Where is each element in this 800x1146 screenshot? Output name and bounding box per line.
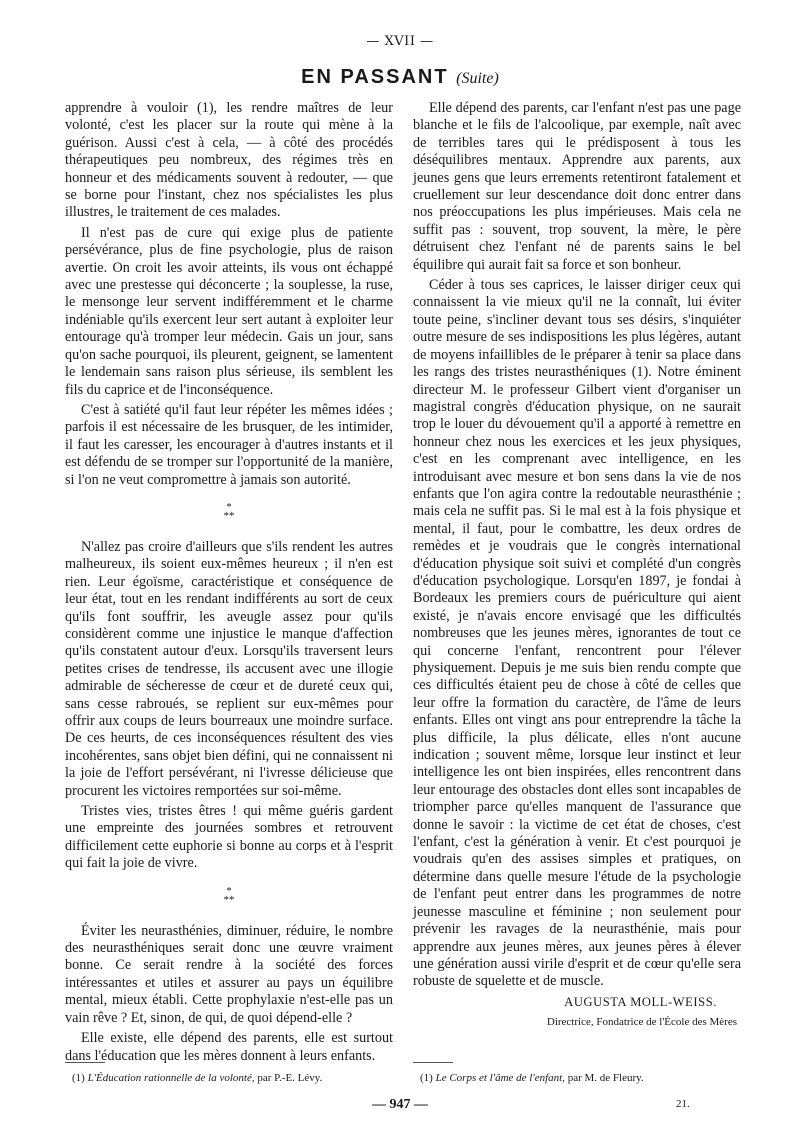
title-main: EN PASSANT — [301, 66, 449, 88]
left-paragraph-4: N'allez pas croire d'ailleurs que s'ils rendent les autres malheureux, ils soient eux-mêmes heureux ; il n'en est rien. Leur égoïsme, caractéristique et conséquence de leur état, tout en les rendant indifférents au sort de ceux qu'ils font souffrir, les aveugle assez pour qu'ils considèrent comme une injustice le manque d'affection qu'ils constatent autour d'eux. Lorsqu'ils traversent leurs petites crises de tendresse, ils accusent avec une illogie admirable de sécheresse de cœur et de dureté ceux qui, sans cesse rabroués, se replient sur eux-mêmes pour offrir aux coups de leurs bourreaux une moindre surface. De ces heurts, de ces inconséquences résultent des vies incohérentes, sans objet bien défini, qui ne connaissent ni la joie de l'effort persévérant, ni l'ivresse délicieuse que procurent les victoires remportées sur soi-même. — [65, 538, 393, 799]
footnote-left — [72, 1072, 322, 1084]
left-paragraph-7: Elle existe, elle dépend des parents, elle est surtout dans l'éducation que les mères donnent à leurs enfants. — [65, 1030, 393, 1064]
left-paragraph-5: Tristes vies, tristes êtres ! qui même guéris gardent une empreinte des journées sombres et retrouvent difficilement cette euphorie si bonne au corps et à l'esprit qui fait la joie de vivre. — [65, 803, 393, 872]
star-top: * — [226, 500, 232, 513]
footnote-right-author: par M. de Fleury. — [567, 1072, 644, 1084]
article-title — [0, 66, 800, 89]
title-suite: (Suite) — [456, 70, 499, 87]
footnote-rule-right — [413, 1062, 453, 1063]
left-paragraph-1: apprendre à vouloir (1), les rendre maîtres de leur volonté, c'est les placer sur la route qui mène à la guérison. Aussi c'est à cela, — à côté des procédés thérapeutiques peu nombreux, des régimes très en honneur et des médicaments souvent à redouter, — que se borne pour l'instant, chez nos spécialistes les plus illustres, le traitement de ces malades. — [65, 100, 393, 221]
footnote-rule-left — [65, 1062, 105, 1063]
star-top: * — [226, 884, 232, 897]
sheet-number: 21. — [676, 1098, 690, 1110]
running-header: — XVII — — [366, 34, 434, 49]
star-right: * — [229, 893, 235, 906]
section-separator-1 — [65, 500, 393, 522]
star-left: * — [223, 893, 229, 906]
star-right: * — [229, 509, 235, 522]
footnote-left-number: (1) — [72, 1072, 85, 1084]
star-left: * — [223, 509, 229, 522]
right-paragraph-2: Céder à tous ses caprices, le laisser diriger ceux qui connaissent la vie mieux qu'il ne la connaît, lui éviter toute peine, s'incliner devant tous ses désirs, s'inquiéter outre mesure de ses indispositions les plus légères, autant de moyens infaillibles de le préparer à tenir sa place dans les rangs des tristes neurasthéniques (1). Notre éminent directeur M. le professeur Gilbert vient d'organiser un magistral congrès d'éducation physique, on ne saurait trop le louer du dévouement qu'il a apporté à remettre en honneur chez nous les exercices et les jeux physiques, c'est en les comprenant avec intelligence, en les introduisant avec mesure et bon sens dans la vie de nos enfants que l'on agira contre la redoutable neurasthénie ; mais cela ne suffit pas. Si le mal est à la fois physique et mental, il faut, pour le combattre, les deux ordres de remèdes et je voudrais que le congrès international d'éducation physique soit suivi et complété d'un congrès d'éducation psychologique. Lorsqu'en 1897, je fondai à Bordeaux les premiers cours de puériculture qui aient existé, je n'avais encore envisagé que les difficultés nombreuses que les jeunes mères, ignorantes de tout ce qui concerne l'enfant, rencontrent pour l'élever physiquement. Depuis je me suis bien rendu compte que ces difficultés étaient peu de chose à côté de celles que leur offre la formation du caractère, de l'âme de leurs enfants. Elles ont vingt ans pour entreprendre la tâche la plus difficile, la plus délicate, elles n'ont aucune indication ; souvent même, lorsque leur instinct et leur intelligence les ont bien inspirées, elles rencontrent dans leur entourage des obstacles dont elles sont incapables de triompher parce qu'elles manquent de l'assurance que donne le savoir : la victime de cet état de choses, c'est l'enfant, c'est la génération à venir. Et c'est pourquoi je voudrais qu'en des assises simples et pratiques, on détermine dans quelle mesure l'étude de la psychologie de l'enfant peut entrer dans les programmes de notre jeunesse masculine et féminine ; non seulement pour prévenir les ravages de la neurasthénie, mais pour apprendre aux jeunes mères, aux jeunes pères à élever une génération aussi virile d'esprit et de cœur qu'elle sera robuste de squelette et de muscle. — [413, 277, 741, 990]
author-signature: AUGUSTA MOLL-WEISS. — [564, 994, 717, 1009]
footnote-right-number: (1) — [420, 1072, 433, 1084]
right-column — [413, 100, 741, 1032]
author-title: Directrice, Fondatrice de l'École des Mères — [546, 1016, 737, 1029]
left-paragraph-2: Il n'est pas de cure qui exige plus de patiente persévérance, plus de fine psychologie, plus de raison avertie. On croit les avoir atteints, ils vous ont échappé avec une prestesse qui déconcerte ; la souplesse, la ruse, le mensonge leur servent indifféremment et le charme indéniable qu'ils exercent leur sert autant à exploiter leur entourage qu'à tromper leur médecin. Gais un jour, sans qu'on sache pourquoi, ils pleurent, geignent, se lamentent le lendemain sans raison plus sérieuse, ils semblent les fils du caprice et de l'inconséquence. — [65, 224, 393, 398]
footnote-left-title: L'Éducation rationnelle de la volonté, — [87, 1072, 255, 1084]
left-column — [65, 100, 393, 1065]
footnote-left-author: par P.-E. Lévy. — [257, 1072, 323, 1084]
left-paragraph-3: C'est à satiété qu'il faut leur répéter les mêmes idées ; parfois il est nécessaire de les brusquer, de les intimider, il faut les caresser, les encourager à d'autres instants et il est défendu de se tromper sur l'opportunité de la manière, si l'on ne veut compromettre à jamais son autorité. — [65, 401, 393, 488]
page-number: — 947 — — [372, 1097, 428, 1112]
footnote-right-title: Le Corps et l'âme de l'enfant, — [435, 1072, 565, 1084]
footnote-right — [420, 1072, 644, 1084]
right-paragraph-1: Elle dépend des parents, car l'enfant n'est pas une page blanche et le fils de l'alcoolique, par exemple, naît avec de terribles tares qui le prédisposent à tous les déséquilibres mentaux. Apprendre aux parents, aux jeunes gens que leurs errements retentiront fatalement et cruellement sur leur descendance doit donc entrer dans nos préoccupations les plus impérieuses. Mais cela ne suffit pas : souvent, trop souvent, la mère, le père détruisent chez l'enfant né de parents sains le bel équilibre qui aurait fait sa force et son bonheur. — [413, 100, 741, 273]
left-paragraph-6: Éviter les neurasthénies, diminuer, réduire, le nombre des neurasthéniques serait donc une œuvre vraiment bonne. Ce serait rendre à la société des forces intéressantes et utiles et assurer au pays un équilibre mental, mieux établi. Cette prophylaxie n'est-elle pas un vain rêve ? Et, sinon, de qui, de quoi dépend-elle ? — [65, 922, 393, 1026]
section-separator-2 — [65, 884, 393, 906]
